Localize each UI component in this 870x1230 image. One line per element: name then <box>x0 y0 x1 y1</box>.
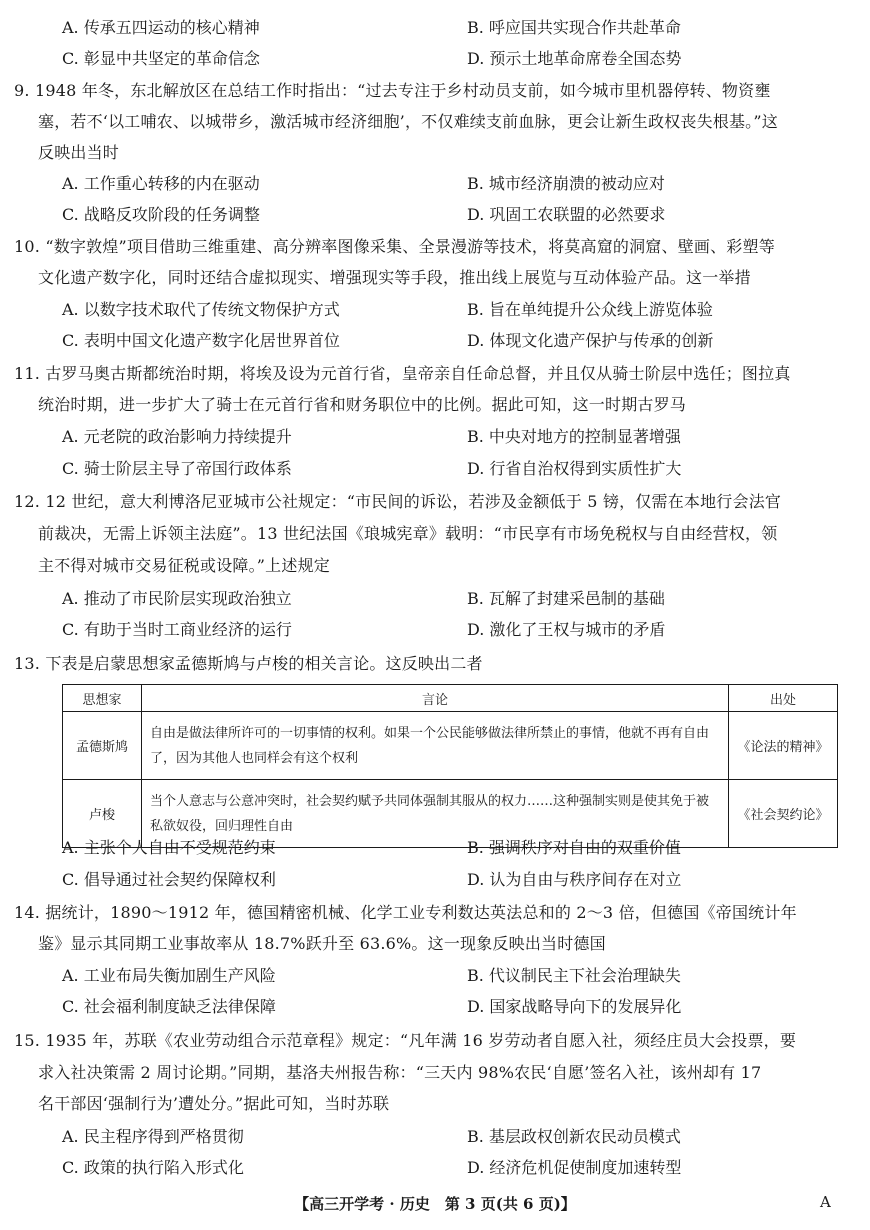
table-header-source: 出处 <box>729 685 838 712</box>
q9-option-a[interactable]: A. 工作重心转移的内在驱动 <box>62 174 260 193</box>
q14-option-a[interactable]: A. 工业布局失衡加剧生产风险 <box>62 966 276 985</box>
q9-option-b[interactable]: B. 城市经济崩溃的被动应对 <box>467 174 665 193</box>
q15-stem-line-1: 15. 1935 年，苏联《农业劳动组合示范章程》规定：“凡年满 16 岁劳动者自愿入社，须经庄员大会投票，要 <box>14 1031 797 1050</box>
q12-option-b[interactable]: B. 瓦解了封建采邑制的基础 <box>467 589 665 608</box>
q9-stem-line-1: 9. 1948 年冬，东北解放区在总结工作时指出：“过去专注于乡村动员支前，如今城市里机器停转、物资壅 <box>14 81 771 100</box>
q10-option-a[interactable]: A. 以数字技术取代了传统文物保护方式 <box>62 300 340 319</box>
source-cell: 《论法的精神》 <box>729 712 838 780</box>
q15-stem-line-3: 名干部因‘强制行为’遭处分。”据此可知，当时苏联 <box>38 1094 390 1113</box>
q12-stem-line-1: 12. 12 世纪，意大利博洛尼亚城市公社规定：“市民间的诉讼，若涉及金额低于 5 镑，仅需在本地行会法官 <box>14 492 782 511</box>
q14-option-d[interactable]: D. 国家战略导向下的发展异化 <box>467 997 682 1016</box>
q11-option-c[interactable]: C. 骑士阶层主导了帝国行政体系 <box>62 459 292 478</box>
table-header-thinker: 思想家 <box>63 685 142 712</box>
q8-option-a[interactable]: A. 传承五四运动的核心精神 <box>62 18 260 37</box>
q8-option-b[interactable]: B. 呼应国共实现合作共赴革命 <box>467 18 681 37</box>
q12-stem-line-3: 主不得对城市交易征税或设障。”上述规定 <box>38 556 330 575</box>
thinker-cell: 卢梭 <box>63 780 142 848</box>
q13-option-b[interactable]: B. 强调秩序对自由的双重价值 <box>467 838 681 857</box>
q11-option-d[interactable]: D. 行省自治权得到实质性扩大 <box>467 459 682 478</box>
q14-stem-line-1: 14. 据统计，1890～1912 年，德国精密机械、化学工业专利数达英法总和的 2～3 倍，但德国《帝国统计年 <box>14 903 797 922</box>
paper-version-mark: A <box>820 1193 831 1211</box>
q14-option-c[interactable]: C. 社会福利制度缺乏法律保障 <box>62 997 276 1016</box>
q10-stem-line-2: 文化遗产数字化，同时还结合虚拟现实、增强现实等手段，推出线上展览与互动体验产品。这一举措 <box>38 268 751 287</box>
page-footer: 【高三开学考 · 历史 第 3 页(共 6 页)】 <box>294 1195 576 1213</box>
source-cell: 《社会契约论》 <box>729 780 838 848</box>
quote-cell: 当个人意志与公意冲突时，社会契约赋予共同体强制其服从的权力……这种强制实则是使其免于被私欲奴役，回归理性自由 <box>142 780 729 848</box>
q11-option-b[interactable]: B. 中央对地方的控制显著增强 <box>467 427 681 446</box>
q13-option-a[interactable]: A. 主张个人自由不受规范约束 <box>62 838 276 857</box>
q15-option-d[interactable]: D. 经济危机促使制度加速转型 <box>467 1158 682 1177</box>
q13-quote-table <box>62 684 838 848</box>
q12-stem-line-2: 前裁决，无需上诉领主法庭”。13 世纪法国《琅城宪章》载明：“市民享有市场免税权与自由经营权，领 <box>38 524 778 543</box>
q15-stem-line-2: 求入社决策需 2 周讨论期。”同期，基洛夫州报告称：“三天内 98%农民‘自愿’签名入社，该州却有 17 <box>38 1063 762 1082</box>
q15-option-b[interactable]: B. 基层政权创新农民动员模式 <box>467 1127 681 1146</box>
q15-option-a[interactable]: A. 民主程序得到严格贯彻 <box>62 1127 244 1146</box>
q13-option-d[interactable]: D. 认为自由与秩序间存在对立 <box>467 870 682 889</box>
q11-option-a[interactable]: A. 元老院的政治影响力持续提升 <box>62 427 292 446</box>
q13-stem: 13. 下表是启蒙思想家孟德斯鸠与卢梭的相关言论。这反映出二者 <box>14 654 483 673</box>
table-row <box>63 712 838 780</box>
table-header-quote: 言论 <box>142 685 729 712</box>
q8-option-d[interactable]: D. 预示土地革命席卷全国态势 <box>467 49 682 68</box>
q15-option-c[interactable]: C. 政策的执行陷入形式化 <box>62 1158 244 1177</box>
q10-option-c[interactable]: C. 表明中国文化遗产数字化居世界首位 <box>62 331 340 350</box>
q10-option-d[interactable]: D. 体现文化遗产保护与传承的创新 <box>467 331 714 350</box>
q12-option-d[interactable]: D. 激化了王权与城市的矛盾 <box>467 620 666 639</box>
thinker-cell: 孟德斯鸠 <box>63 712 142 780</box>
q9-stem-line-2: 塞，若不‘以工哺农、以城带乡，激活城市经济细胞’，不仅难续支前血脉，更会让新生政权丧失根基。”这 <box>38 112 778 131</box>
q11-stem-line-2: 统治时期，进一步扩大了骑士在元首行省和财务职位中的比例。据此可知，这一时期古罗马 <box>38 395 687 414</box>
q13-option-c[interactable]: C. 倡导通过社会契约保障权利 <box>62 870 276 889</box>
q14-stem-line-2: 鉴》显示其同期工业事故率从 18.7%跃升至 63.6%。这一现象反映出当时德国 <box>38 934 606 953</box>
q10-option-b[interactable]: B. 旨在单纯提升公众线上游览体验 <box>467 300 713 319</box>
q12-option-c[interactable]: C. 有助于当时工商业经济的运行 <box>62 620 292 639</box>
q10-stem-line-1: 10. “数字敦煌”项目借助三维重建、高分辨率图像采集、全景漫游等技术，将莫高窟的洞窟、壁画、彩塑等 <box>14 237 775 256</box>
q12-option-a[interactable]: A. 推动了市民阶层实现政治独立 <box>62 589 292 608</box>
quote-cell: 自由是做法律所许可的一切事情的权利。如果一个公民能够做法律所禁止的事情，他就不再有自由了，因为其他人也同样会有这个权利 <box>142 712 729 780</box>
q11-stem-line-1: 11. 古罗马奥古斯都统治时期，将埃及设为元首行省，皇帝亲自任命总督，并且仅从骑士阶层中选任；图拉真 <box>14 364 791 383</box>
q14-option-b[interactable]: B. 代议制民主下社会治理缺失 <box>467 966 681 985</box>
q9-option-d[interactable]: D. 巩固工农联盟的必然要求 <box>467 205 666 224</box>
q9-option-c[interactable]: C. 战略反攻阶段的任务调整 <box>62 205 260 224</box>
q8-option-c[interactable]: C. 彰显中共坚定的革命信念 <box>62 49 260 68</box>
q9-stem-line-3: 反映出当时 <box>38 143 120 162</box>
